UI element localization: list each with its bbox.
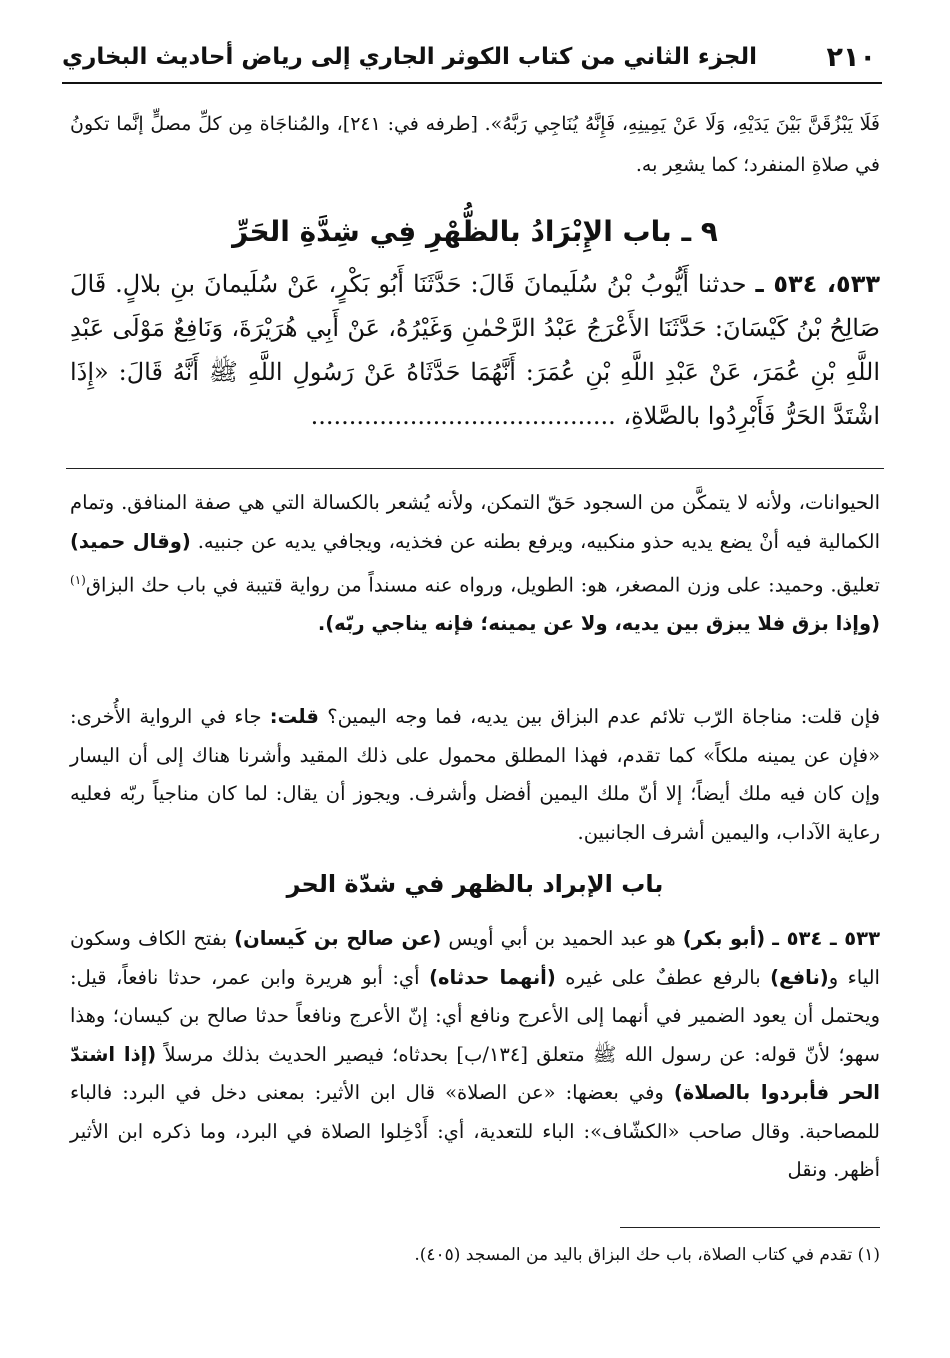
commentary-text: جاء في الرواية الأُخرى: «فإن عن يمينه ملكاً» كما تقدم، فهذا المطلق محمول على ذلك المقيد وأشرنا هناك إلى أن اليسار وإن كان فيه ملك أيضاً؛ إلا أنّ ملك اليمين أفضل وأشرف. ويجوز أن يقال: لما كان مناجياً ربّه فعليه رعاية الآداب، واليمين أشرف الجانبين. xyxy=(70,705,880,844)
commentary-text: فإن قلت: مناجاة الرّب تلائم عدم البزاق بين يديه، فما وجه اليمين؟ xyxy=(327,705,881,728)
commentary-text: بفتح الكاف وسكون الياء و xyxy=(70,927,880,989)
quoted-phrase: (أبو بكر) xyxy=(682,927,766,950)
hadith-number: ٥٣٣، ٥٣٤ ـ xyxy=(755,270,880,298)
hadith-continuation-dots: ........................................ xyxy=(310,402,616,430)
hadith-body: حدثنا أَيُّوبُ بْنُ سُلَيمانَ قَالَ: حَدَّثَنَا أَبُو بَكْرٍ، عَنْ سُلَيمانَ بنِ بلالٍ. قَالَ صَالِحُ بْنُ كَيْسَانَ: حَدَّثَنَا الأَعْرَجُ عَبْدُ الرَّحْمٰنِ وَغَيْرُهُ، عَنْ أَبِي هُرَيْرَةَ، وَنَافِعٌ مَوْلَى عَبْدِ اللَّهِ بْنِ عُمَرَ، عَنْ عَبْدِ اللَّهِ بْنِ عُمَرَ: أَنَّهُمَا حَدَّثَاهُ عَنْ رَسُولِ اللَّهِ ﷺ أَنَّهُ قَالَ: «إِذَا اشْتَدَّ الحَرُّ فَأَبْرِدُوا بالصَّلاةِ، xyxy=(70,270,881,430)
commentary-text: أي: أبو هريرة وابن عمر، حدثا نافعاً، قيل: ويحتمل أن يعود الضمير في أنهما إلى الأعرج ونافع أي: إنّ الأعرج ونافعاً حدثا صالح بن كيسان؛ وهذا سهو؛ لأنّ قوله: عن رسول الله ﷺ متعلق [١٣٤/ب] بحدثاه؛ فيصير الحديث بذلك مرسلاً xyxy=(70,965,881,1066)
hadith-text xyxy=(70,262,880,438)
quoted-phrase: (إذا اشتدّ الحر فأبردوا بالصلاة) xyxy=(70,1042,880,1104)
commentary-heading: باب الإبراد بالظهر في شدّة الحر xyxy=(286,870,664,898)
quoted-phrase: (وإذا بزق فلا يبزق بين يديه، ولا عن يمينه؛ فإنه يناجي ربّه). xyxy=(317,612,880,635)
footnote-rule xyxy=(620,1227,880,1228)
quoted-phrase: قلت: xyxy=(269,705,319,728)
commentary-text: وفي بعضها: «عن الصلاة» قال ابن الأثير: بمعنى دخل في البرد: فالباء للمصاحبة. وقال صاحب «الكشّاف»: الباء للتعدية، أي: أَدْخِلوا الصلاة في البرد، وما ذكره ابن الأثير أظهر. ونقل xyxy=(70,1081,880,1181)
hadith-number: ٥٣٣ ـ ٥٣٤ ـ xyxy=(772,927,880,950)
text-divider xyxy=(66,468,884,469)
quoted-phrase: (عن صالح بن كَيسان) xyxy=(234,927,442,950)
page-number: ٢١٠ xyxy=(826,42,876,73)
commentary-paragraph-3 xyxy=(70,920,880,1190)
footnote-marker: (١) xyxy=(70,573,86,587)
commentary-text: بالرفع عطفٌ على غيره xyxy=(565,965,761,989)
running-header xyxy=(62,40,882,84)
quoted-phrase: (وقال حميد) xyxy=(70,529,191,553)
header-rule xyxy=(62,82,882,84)
footnote: (١) تقدم في كتاب الصلاة، باب حك البزاق باليد من المسجد (٤٠٥). xyxy=(414,1245,880,1265)
commentary-text: تعليق. وحميد: على وزن المصغر، هو: الطويل، ورواه عنه مسنداً من رواية قتيبة في باب حك البزاق xyxy=(85,573,880,597)
chapter-heading: ٩ ـ باب الإِبْرَادُ بالظُّهْرِ فِي شِدَّةِ الحَرِّ xyxy=(232,215,718,248)
commentary-text: الحيوانات، ولأنه لا يتمكَّن من السجود حَقّ التمكن، ولأنه يُشعر بالكسالة التي هي صفة المنافق. وتمام الكمالية فيه أنْ يضع يديه حذو منكبيه، ويرفع بطنه عن فخذيه، ويجافي يديه عن جنبيه. xyxy=(70,491,880,553)
top-text: فَلَا يَبْزُقَنَّ بَيْنَ يَدَيْهِ، وَلَا عَنْ يَمِينِهِ، فَإِنَّهُ يُنَاجِي رَبَّهُ». [طرفه في: ٢٤١]، والمُناجَاة مِن كلِّ مصلٍّ إنَّما تكونُ في صلاةِ المنفرد؛ كما يشعِر به. xyxy=(70,113,880,176)
commentary-text: هو عبد الحميد بن أبي أويس xyxy=(448,927,676,950)
quoted-phrase: (أنهما حدثاه) xyxy=(429,965,556,989)
quoted-phrase: (نافع) xyxy=(770,965,829,989)
commentary-paragraph-2 xyxy=(70,698,880,852)
commentary-paragraph-1 xyxy=(70,484,880,644)
running-title: الجزء الثاني من كتاب الكوثر الجاري إلى رياض أحاديث البخاري xyxy=(62,44,758,70)
